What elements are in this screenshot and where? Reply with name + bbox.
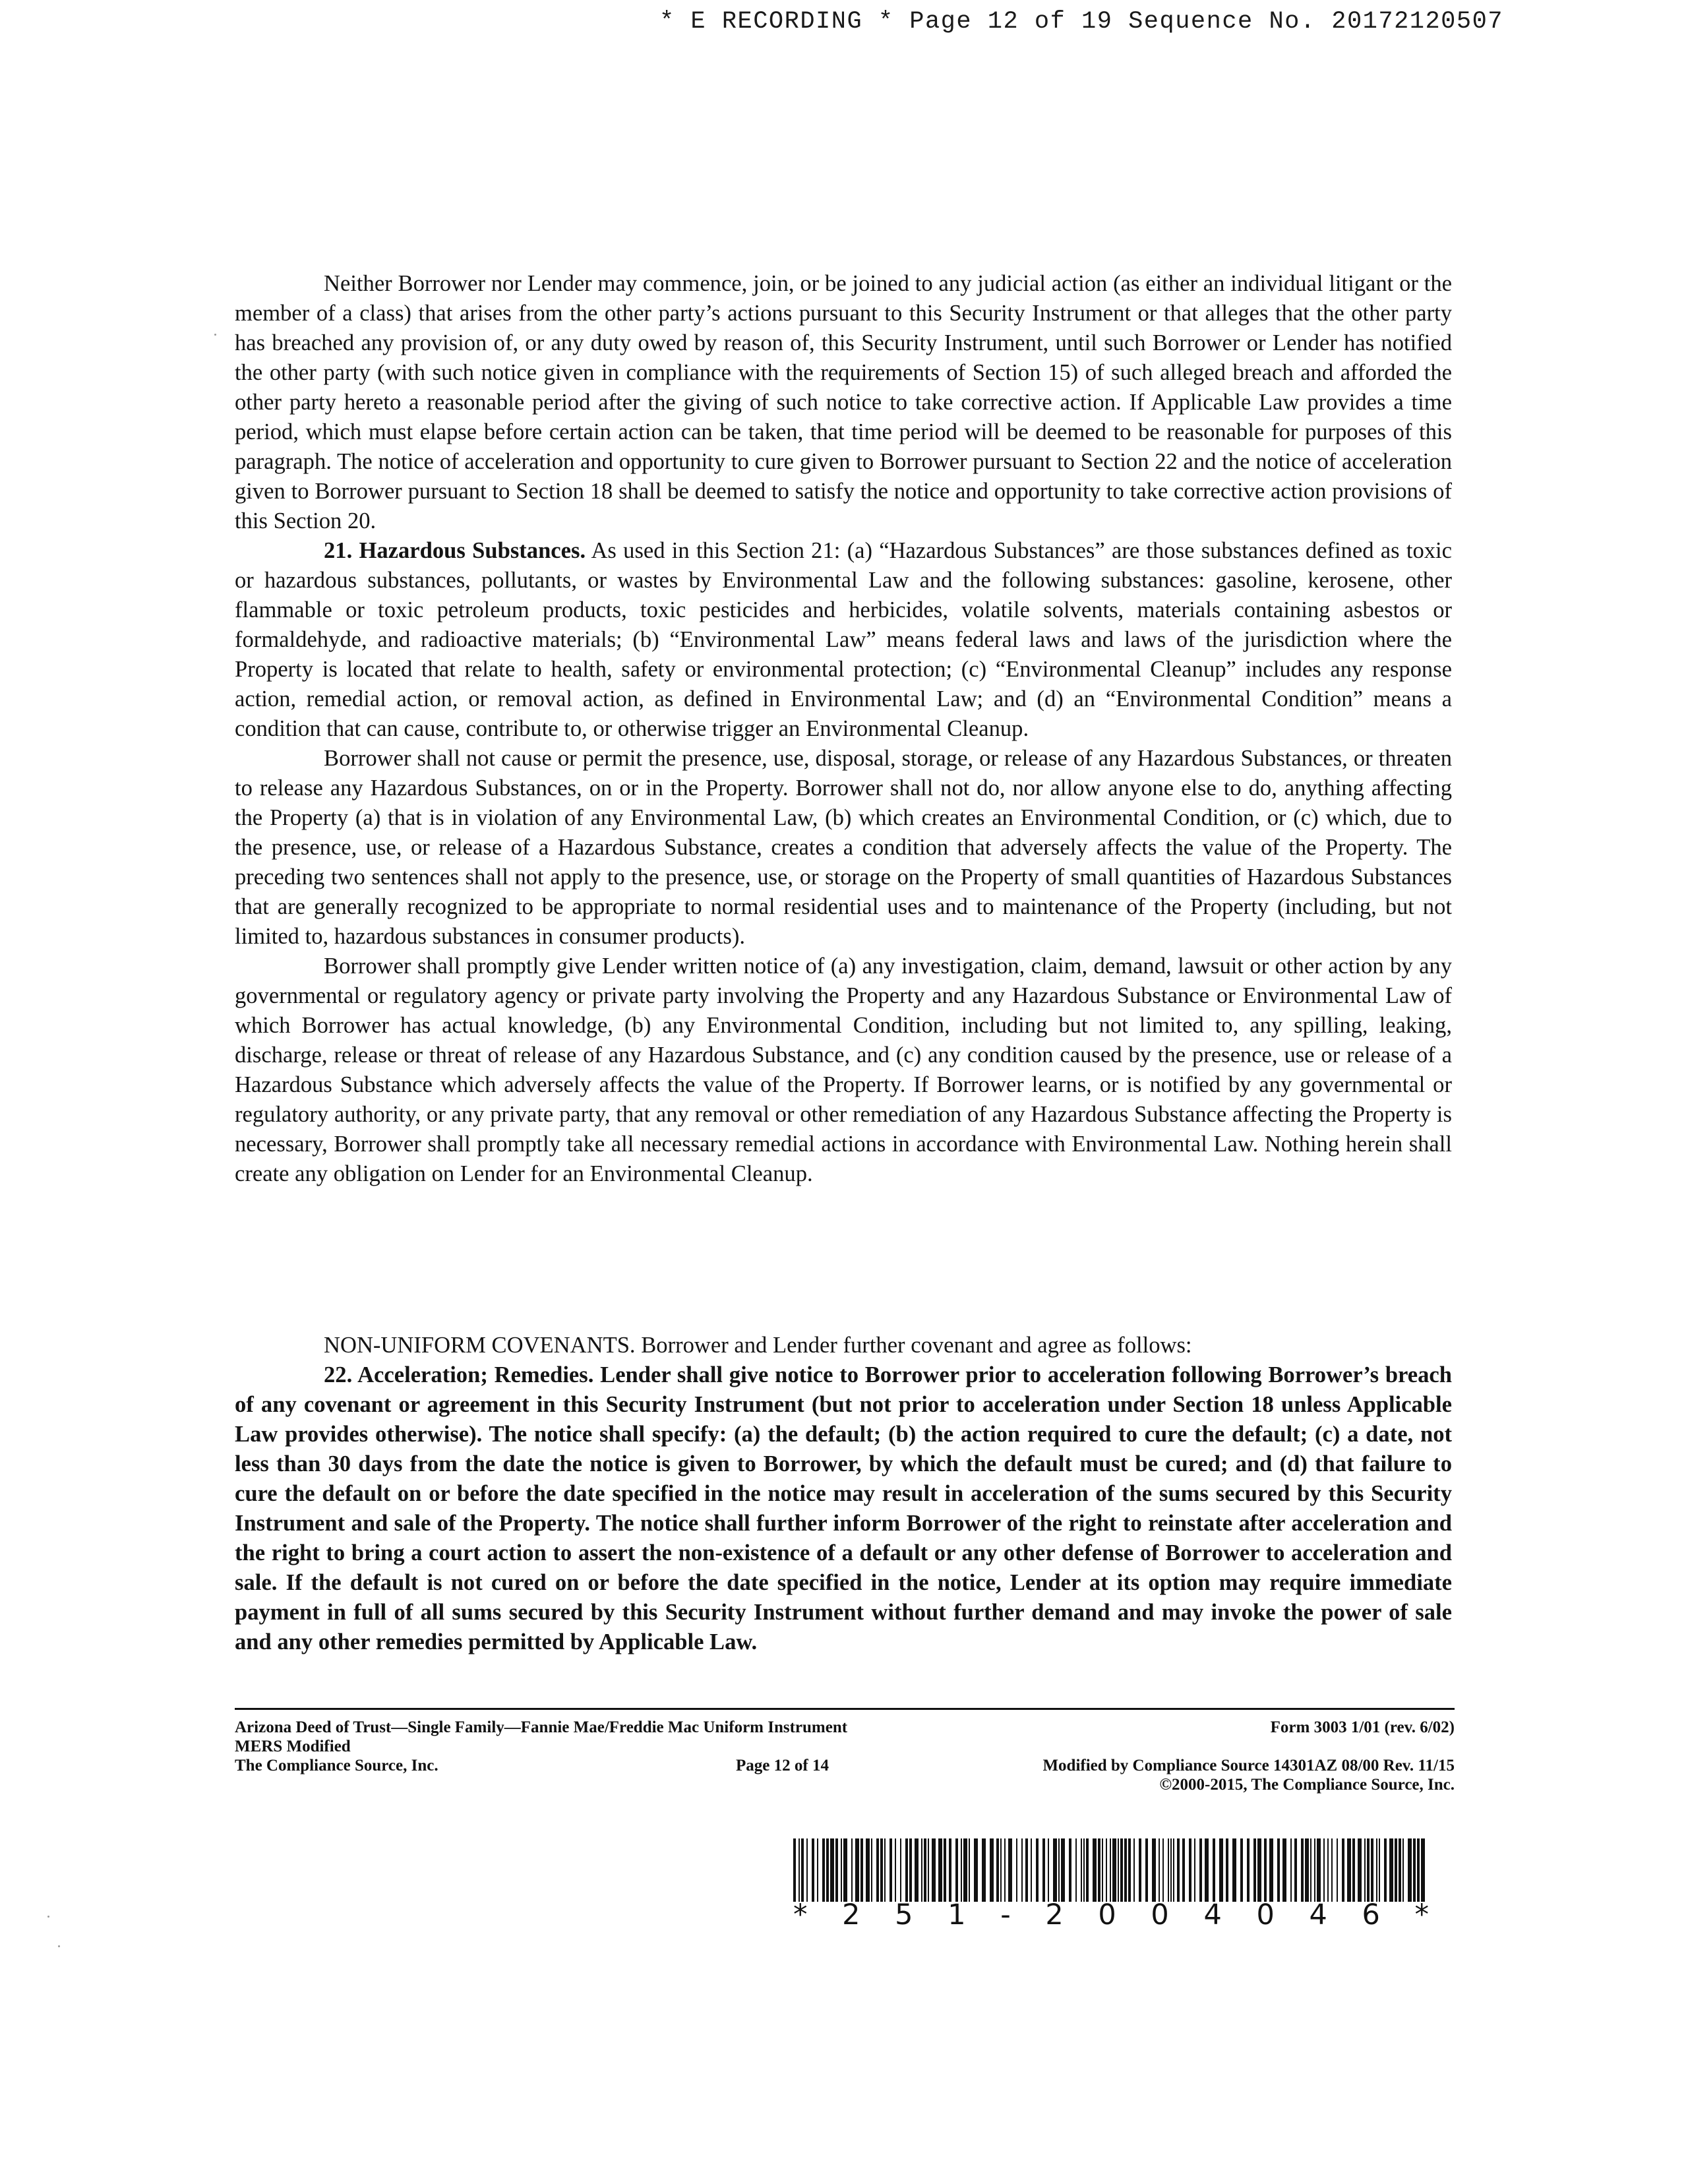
barcode-bar xyxy=(1408,1838,1412,1902)
barcode-bar xyxy=(835,1838,838,1902)
barcode-char: 2 xyxy=(842,1898,860,1931)
barcode-bar xyxy=(1173,1838,1174,1902)
barcode-bar xyxy=(1025,1838,1028,1902)
barcode-bar xyxy=(1110,1838,1111,1902)
barcode-bar xyxy=(969,1838,970,1902)
barcode-bar xyxy=(1219,1838,1223,1902)
barcode-bar xyxy=(996,1838,999,1902)
barcode-bar xyxy=(1310,1838,1311,1902)
barcode-bar xyxy=(1327,1838,1329,1902)
barcode-bar xyxy=(1008,1838,1012,1902)
section-21-heading: 21. Hazardous Substances. xyxy=(324,538,586,563)
barcode-bar xyxy=(1269,1838,1273,1902)
section-21-paragraph xyxy=(235,536,1452,744)
barcode-bar xyxy=(799,1838,800,1902)
barcode-bar xyxy=(1124,1838,1127,1902)
barcode-bar xyxy=(1162,1838,1164,1902)
barcode-bar xyxy=(1031,1838,1032,1902)
barcode-bar xyxy=(1061,1838,1065,1902)
barcode-bar xyxy=(915,1838,919,1902)
barcode-bar xyxy=(1358,1838,1362,1902)
barcode-bar xyxy=(1282,1838,1286,1902)
barcode-char: - xyxy=(1000,1898,1011,1931)
barcode-bar xyxy=(1331,1838,1333,1902)
barcode-bar xyxy=(963,1838,967,1902)
barcode-bar xyxy=(1016,1838,1017,1902)
barcode-char: * xyxy=(793,1898,808,1931)
barcode-bar xyxy=(990,1838,994,1902)
section-22-paragraph: 22. Acceleration; Remedies. Lender shall give notice to Borrower prior to acceleration following Borrower’s breach of any covenant or agreement in this Security Instrument (but not prior to acceleration under Section 18 unless Applicable Law provides otherwise). The notice shall specify: (a) the default; (b) the action required to cure the default; (c) a date, not less than 30 days from the date the notice is given to Borrower, by which the default must be cured; and (d) that failure to cure the default on or before the date specified in the notice may result in acceleration of the sums secured by this Security Instrument and sale of the Property. The notice shall further inform Borrower of the right to reinstate after acceleration and the right to bring a court action to assert the non-existence of a default or any other defense of Borrower to acceleration and sale. If the default is not cured on or before the date specified in the notice, Lender at its option may require immediate payment in full of all sums secured by this Security Instrument without further demand and may invoke the power of sale and any other remedies permitted by Applicable Law. xyxy=(235,1362,1452,1654)
barcode-bar xyxy=(955,1838,958,1902)
barcode-bar xyxy=(1257,1838,1261,1902)
barcode-bar xyxy=(1376,1838,1377,1902)
barcode-bar xyxy=(949,1838,951,1902)
copyright: ©2000-2015, The Compliance Source, Inc. xyxy=(1159,1776,1455,1794)
barcode-bar xyxy=(1118,1838,1119,1902)
barcode-bar xyxy=(1337,1838,1338,1902)
body-text-block-2 xyxy=(235,1331,1452,1657)
barcode-bar xyxy=(1139,1838,1141,1902)
barcode-bar xyxy=(982,1838,986,1902)
barcode-bar xyxy=(1081,1838,1082,1902)
barcode-bar xyxy=(1170,1838,1172,1902)
barcode-bar xyxy=(1264,1838,1267,1902)
barcode-bar xyxy=(1112,1838,1116,1902)
barcode-bar xyxy=(1402,1838,1404,1902)
form-footer xyxy=(235,1708,1455,1794)
barcode-bar xyxy=(1314,1838,1315,1902)
barcode-bar xyxy=(1199,1838,1202,1902)
barcode-bar xyxy=(1004,1838,1006,1902)
barcode-bar xyxy=(1213,1838,1215,1902)
barcode-bar xyxy=(1075,1838,1077,1902)
barcode-bar xyxy=(1240,1838,1243,1902)
barcode-bar xyxy=(801,1838,804,1902)
barcode-bar xyxy=(909,1838,912,1902)
barcode-bar xyxy=(855,1838,859,1902)
barcode-bar xyxy=(884,1838,886,1902)
barcode-bar xyxy=(889,1838,892,1902)
recording-header: * E RECORDING * Page 12 of 19 Sequence No. 20172120507 xyxy=(659,8,1503,36)
barcode-char: 6 xyxy=(1362,1898,1380,1931)
barcode-char: 0 xyxy=(1098,1898,1116,1931)
barcode-bar xyxy=(1342,1838,1344,1902)
barcode-bar xyxy=(1352,1838,1355,1902)
barcode-char: 4 xyxy=(1203,1898,1222,1931)
page-number: Page 12 of 14 xyxy=(736,1757,829,1774)
barcode-bar xyxy=(1189,1838,1191,1902)
barcode-bar xyxy=(1421,1838,1425,1902)
barcode-bar xyxy=(1305,1838,1309,1902)
barcode-bar xyxy=(895,1838,896,1902)
barcode-bar xyxy=(1347,1838,1351,1902)
modified-by: Modified by Compliance Source 14301AZ 08/00 Rev. 11/15 xyxy=(1042,1757,1455,1774)
barcode-bar xyxy=(1036,1838,1039,1902)
barcode-bar xyxy=(812,1838,814,1902)
barcode-bar xyxy=(1106,1838,1107,1902)
barcode-bar xyxy=(1413,1838,1416,1902)
form-number: Form 3003 1/01 (rev. 6/02) xyxy=(1270,1718,1455,1736)
barcode-bar xyxy=(880,1838,883,1902)
section-21-text: As used in this Section 21: (a) “Hazardous Substances” are those substances defined as toxic or hazardous substances, pollutants, or wastes by Environmental Law and the following substances: gasoline, kerosene, other flammable or toxic petroleum products, toxic pesticides and herbicides, volatile solvents, materials containing asbestos or formaldehyde, and radioactive materials; (b) “Environmental Law” means federal laws and laws of the jurisdiction where the Property is located that relate to health, safety or environmental protection; (c) “Environmental Cleanup” includes any response action, remedial action, or removal action, as defined in Environmental Law; and (d) an “Environmental Condition” means a condition that can cause, contribute to, or otherwise trigger an Environmental Cleanup. xyxy=(235,538,1452,741)
barcode-bar xyxy=(1128,1838,1131,1902)
barcode-bar xyxy=(876,1838,879,1902)
barcode xyxy=(793,1838,1429,1902)
barcode-bar xyxy=(866,1838,870,1902)
form-title: Arizona Deed of Trust—Single Family—Fannie Mae/Freddie Mac Uniform Instrument xyxy=(235,1718,848,1736)
barcode-bar xyxy=(974,1838,978,1902)
barcode-bar xyxy=(860,1838,863,1902)
barcode-bar xyxy=(924,1838,926,1902)
barcode-bar xyxy=(1120,1838,1123,1902)
barcode-bar xyxy=(1389,1838,1393,1902)
barcode-bar xyxy=(1399,1838,1401,1902)
barcode-bar xyxy=(806,1838,808,1902)
barcode-bar xyxy=(1367,1838,1370,1902)
scan-speck xyxy=(58,1945,60,1947)
barcode-bar xyxy=(1226,1838,1228,1902)
scan-speck xyxy=(47,1916,49,1918)
barcode-char: 2 xyxy=(1045,1898,1064,1931)
barcode-bar xyxy=(1098,1838,1100,1902)
barcode-bar xyxy=(851,1838,853,1902)
barcode-bar xyxy=(1152,1838,1156,1902)
barcode-bar xyxy=(1069,1838,1071,1902)
barcode-bar xyxy=(944,1838,946,1902)
barcode-char: 5 xyxy=(895,1898,913,1931)
barcode-bar xyxy=(905,1838,908,1902)
barcode-bar xyxy=(1194,1838,1195,1902)
barcode-text xyxy=(793,1899,1429,1931)
barcode-bar xyxy=(1277,1838,1280,1902)
barcode-bar xyxy=(1102,1838,1103,1902)
body-text-block-1 xyxy=(235,269,1452,1189)
barcode-bar xyxy=(1301,1838,1304,1902)
barcode-bar xyxy=(1086,1838,1089,1902)
barcode-bar xyxy=(871,1838,872,1902)
paragraph-borrower-notice: Borrower shall promptly give Lender written notice of (a) any investigation, claim, demand, lawsuit or other action by any governmental or regulatory agency or private party involving the Property and any Hazardous Substance or Environmental Law of which Borrower has actual knowledge, (b) any Environmental Condition, including but not limited to, any spilling, leaking, discharge, release or threat of release of any Hazardous Substance, and (c) any condition caused by the presence, use or release of a Hazardous Substance which adversely affects the value of the Property. If Borrower learns, or is notified by any governmental or regulatory authority, or any private party, that any removal or other remediation of any Hazardous Substance affecting the Property is necessary, Borrower shall promptly take all necessary remedial actions in accordance with Environmental Law. Nothing herein shall create any obligation on Lender for an Environmental Cleanup. xyxy=(235,954,1452,1186)
barcode-char: 0 xyxy=(1151,1898,1169,1931)
barcode-bar xyxy=(921,1838,922,1902)
barcode-bar xyxy=(1159,1838,1160,1902)
barcode-bar xyxy=(1093,1838,1097,1902)
barcode-bar xyxy=(1247,1838,1250,1902)
barcode-bar xyxy=(1058,1838,1060,1902)
barcode-bar xyxy=(1053,1838,1057,1902)
barcode-bar xyxy=(1379,1838,1380,1902)
barcode-bar xyxy=(932,1838,936,1902)
barcode-bar xyxy=(1048,1838,1049,1902)
barcode-bar xyxy=(1042,1838,1045,1902)
barcode-char: 1 xyxy=(948,1898,966,1931)
barcode-bar xyxy=(1294,1838,1297,1902)
barcode-bar xyxy=(1395,1838,1397,1902)
barcode-bar xyxy=(1253,1838,1256,1902)
barcode-bar xyxy=(1417,1838,1420,1902)
paragraph-borrower-not-cause: Borrower shall not cause or permit the presence, use, disposal, storage, or release of any Hazardous Substances, or threaten to release any Hazardous Substances, on or in the Property. Borrower shall not do, nor allow anyone else to do, anything affecting the Property (a) that is in violation of any Environmental Law, (b) which creates an Environmental Condition, or (c) which, due to the presence, use, or release of a Hazardous Substance, creates a condition that adversely affects the value of the Property. The preceding two sentences shall not apply to the presence, use, or storage on the Property of small quantities of Hazardous Substances that are generally recognized to be appropriate to normal residential uses and to maintenance of the Property (including, but not limited to, hazardous substances in consumer products). xyxy=(235,746,1452,949)
company-name: The Compliance Source, Inc. xyxy=(235,1757,438,1774)
barcode-bar xyxy=(1371,1838,1373,1902)
barcode-char: * xyxy=(1414,1898,1429,1931)
barcode-bar xyxy=(1133,1838,1135,1902)
barcode-bar xyxy=(1000,1838,1002,1902)
paragraph-judicial-action: Neither Borrower nor Lender may commence, join, or be joined to any judicial action (as either an individual litigant or the member of a class) that arises from the other party’s actions pursuant to this Security Instrument or that alleges that the other party has breached any provision of, or any duty owed by reason of, this Security Instrument, until such Borrower or Lender has notified the other party (with such notice given in compliance with the requirements of Section 15) of such alleged breach and afforded the other party hereto a reasonable period after the giving of such notice to take corrective action. If Applicable Law provides a time period, which must elapse before certain action can be taken, that time period will be deemed to be reasonable for purposes of this paragraph. The notice of acceleration and opportunity to cure given to Borrower pursuant to Section 22 and the notice of acceleration given to Borrower pursuant to Section 18 shall be deemed to satisfy the notice and opportunity to take corrective action provisions of this Section 20. xyxy=(235,271,1452,533)
barcode-char: 0 xyxy=(1256,1898,1275,1931)
barcode-bar xyxy=(1145,1838,1148,1902)
barcode-bar xyxy=(1177,1838,1180,1902)
scan-speck xyxy=(214,334,216,336)
barcode-bar xyxy=(843,1838,847,1902)
barcode-bar xyxy=(1168,1838,1169,1902)
barcode-bar xyxy=(1021,1838,1023,1902)
barcode-bar xyxy=(1384,1838,1387,1902)
barcode-bar xyxy=(900,1838,901,1902)
non-uniform-covenants-intro: NON-UNIFORM COVENANTS. Borrower and Lender further covenant and agree as follows: xyxy=(324,1333,1192,1358)
barcode-bar xyxy=(961,1838,962,1902)
barcode-bar xyxy=(1232,1838,1236,1902)
mers-modified: MERS Modified xyxy=(235,1738,351,1755)
barcode-bar xyxy=(938,1838,942,1902)
barcode-bar xyxy=(1364,1838,1366,1902)
barcode-bar xyxy=(830,1838,834,1902)
barcode-bar xyxy=(1323,1838,1325,1902)
barcode-bar xyxy=(841,1838,842,1902)
barcode-bar xyxy=(1290,1838,1292,1902)
barcode-char: 4 xyxy=(1309,1898,1327,1931)
barcode-bar xyxy=(1205,1838,1209,1902)
barcode-bar xyxy=(826,1838,829,1902)
barcode-bar xyxy=(1182,1838,1185,1902)
barcode-bar xyxy=(1083,1838,1085,1902)
barcode-bar xyxy=(1317,1838,1321,1902)
barcode-bar xyxy=(817,1838,818,1902)
barcode-bar xyxy=(928,1838,929,1902)
barcode-bar xyxy=(822,1838,825,1902)
barcode-bar xyxy=(793,1838,796,1902)
